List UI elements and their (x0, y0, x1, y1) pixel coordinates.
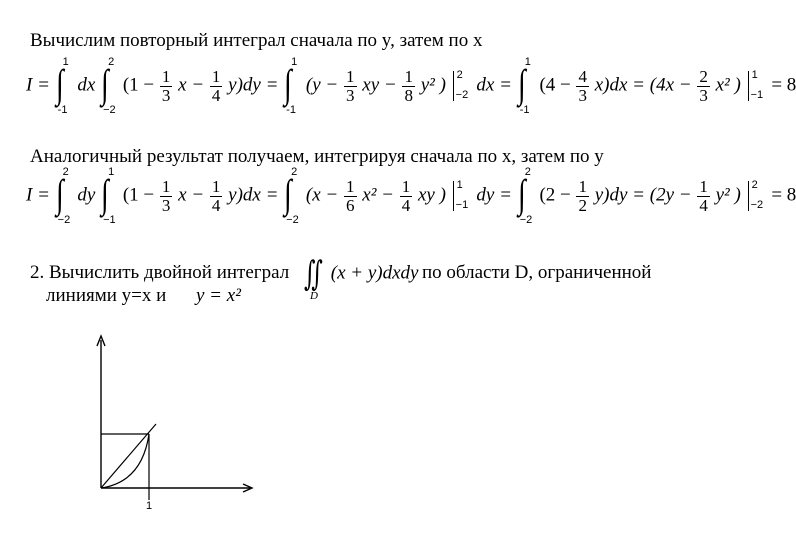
eq1-frac-b: $\frac{1}{4}$ (211, 66, 221, 105)
eq2-frac-c: $\frac{1}{6}$ (346, 176, 355, 215)
eq1-frac-c: $\frac{1}{3}$ (346, 66, 355, 105)
eq2-frac-b: $\frac{1}{4}$ (211, 176, 221, 215)
eq2-frac-d: $\frac{1}{4}$ (401, 176, 411, 215)
eq1-frac-f: $\frac{2}{3}$ (699, 66, 708, 105)
equation-1: I = ∫ 1 -1 dx ∫ 2 −2 (1 − $\frac{1}{3}$ x − $\frac{1}{4}$ y)dy = ∫ 1 -1 (y − $\frac{1}{3}$ xy − $\frac{1}{8}$ y² ) 2 −2 dx = ∫ 1 -1 (4 − $\frac{4}{3}$ x)dx = (4x − $\frac{2}{3}$ x² ) 1 −1 = 8 (26, 56, 796, 116)
task-text-before: Вычислить двойной интеграл (49, 262, 290, 283)
eq2-s3-integral: ∫ 2 −2 (517, 166, 533, 226)
heading-1: Вычислим повторный интеграл сначала по y, затем по x (30, 30, 483, 51)
eq1-frac-d: $\frac{1}{8}$ (404, 66, 413, 105)
eq1-eval-bar-1: 2 −2 (453, 71, 472, 101)
task-double-integral: ∬ D (x + y)dxdy (304, 256, 419, 302)
eq1-frac-e: $\frac{4}{3}$ (578, 66, 587, 105)
eq2-frac-a: $\frac{1}{3}$ (161, 176, 171, 215)
equation-2: I = ∫ 2 −2 dy ∫ 1 −1 (1 − $\frac{1}{3}$ x − $\frac{1}{4}$ y)dx = ∫ 2 −2 (x − $\frac{1}{6}$ x² − $\frac{1}{4}$ xy ) 1 −1 dy = ∫ 2 −2 (2 − $\frac{1}{2}$ y)dy = (2y − $\frac{1}{4}$ y² ) 2 −2 = 8 (26, 166, 796, 226)
eq1-frac-a: $\frac{1}{3}$ (161, 66, 171, 105)
eq2-frac-f: $\frac{1}{4}$ (699, 176, 708, 215)
task-line2: линиями y=x и (46, 285, 167, 306)
task-number: 2. (30, 262, 45, 283)
eq2-lhs: I = (26, 184, 50, 206)
task-text-after: по области D, ограниченной (422, 262, 652, 283)
heading-2: Аналогичный результат получаем, интегрируя сначала по x, затем по y (30, 146, 604, 167)
eq1-s2-integral: ∫ 1 -1 (284, 56, 298, 116)
eq2-outer-integral: ∫ 2 −2 (55, 166, 71, 226)
eq1-s3-integral: ∫ 1 -1 (517, 56, 531, 116)
eq2-s2-integral: ∫ 2 −2 (284, 166, 299, 226)
task-integrand: (x + y)dxdy (330, 262, 419, 284)
eq2-frac-e: $\frac{1}{2}$ (578, 176, 587, 215)
eq1-eval-bar-2: 1 −1 (748, 71, 767, 101)
eq1-inner-integral: ∫ 2 −2 (101, 56, 116, 116)
task-curve: y = x² (196, 285, 241, 306)
eq1-lhs: I = (26, 74, 50, 96)
eq2-inner-integral: ∫ 1 −1 (101, 166, 116, 226)
tick-label-1: 1 (146, 500, 153, 512)
eq2-eval-bar-1: 1 −1 (453, 181, 472, 211)
eq2-eval-bar-2: 2 −2 (748, 181, 767, 211)
eq1-outer-integral: ∫ 1 -1 (55, 56, 69, 116)
